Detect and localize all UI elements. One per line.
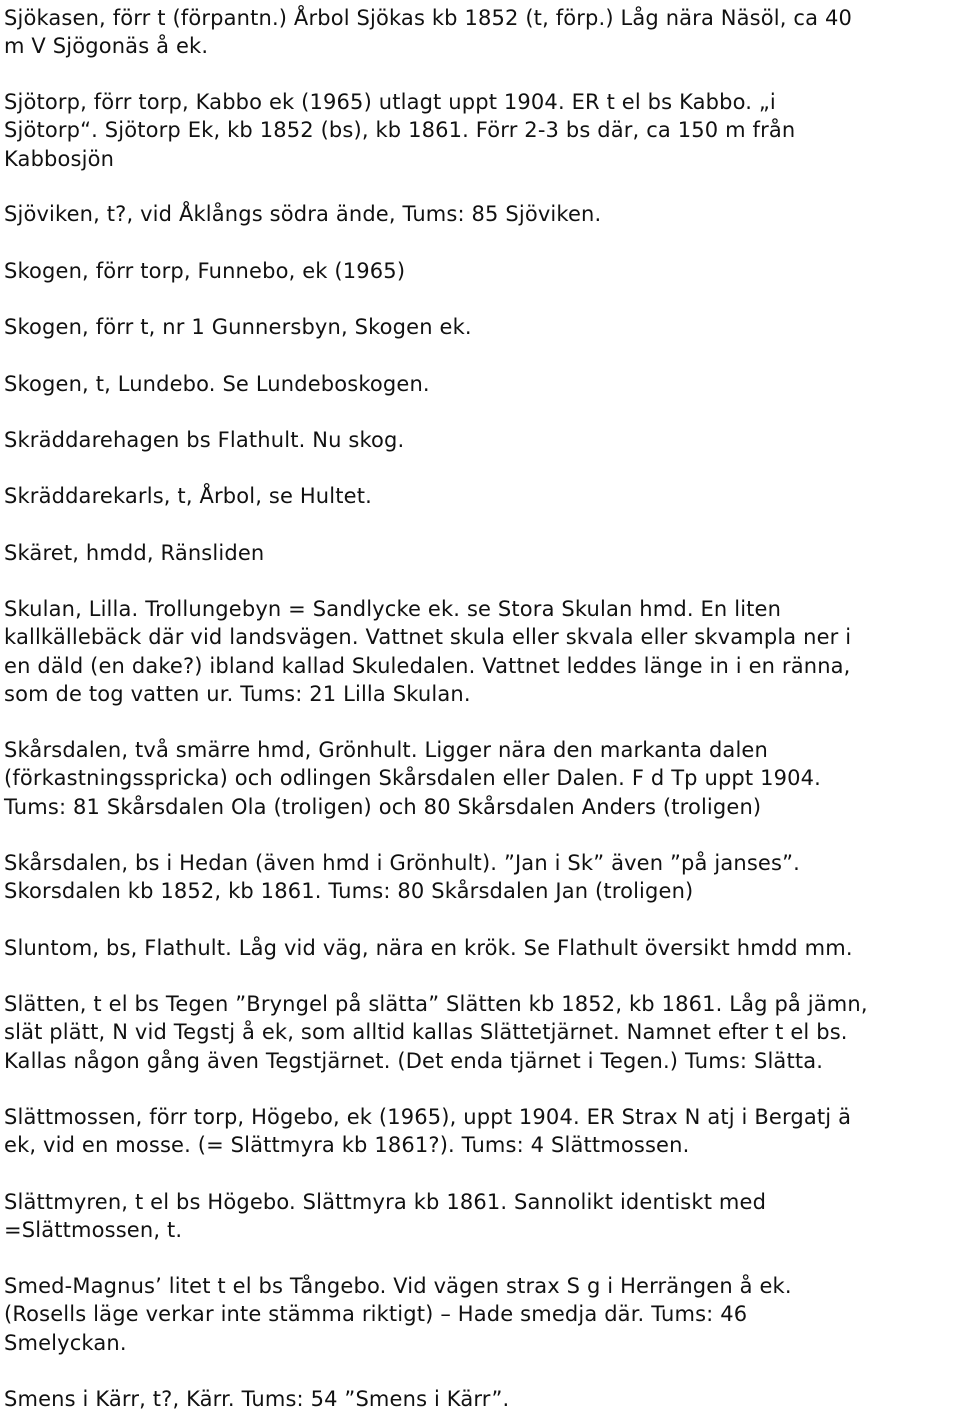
- entry-text-line: m V Sjögonäs å ek.: [4, 34, 209, 59]
- entry-text-line: Skårsdalen, två smärre hmd, Grönhult. Ligger nära den markanta dalen: [4, 738, 768, 762]
- entry-text-line: Sjötorp, förr torp, Kabbo ek (1965) utlagt uppt 1904. ER t el bs Kabbo. „i: [4, 90, 776, 114]
- entry-text-line: Skräddarekarls, t, Årbol, se Hultet.: [4, 484, 372, 508]
- entry-smed-magnus: [4, 1272, 954, 1357]
- entry-skarsdalen-gronhult: [4, 736, 954, 821]
- entry-text-line: Skräddarehagen bs Flathult. Nu skog.: [4, 428, 405, 452]
- entry-text-line: slät plätt, N vid Tegstj å ek, som alltid kallas Slättetjärnet. Namnet efter t el bs.: [4, 1020, 848, 1045]
- entry-text-line: Sjötorp“. Sjötorp Ek, kb 1852 (bs), kb 1861. Förr 2-3 bs där, ca 150 m från: [4, 118, 796, 143]
- entry-text-line: Smed-Magnus’ litet t el bs Tångebo. Vid vägen strax S g i Herrängen å ek.: [4, 1274, 792, 1298]
- entry-text-line: Skäret, hmdd, Ränsliden: [4, 541, 265, 565]
- entry-text-line: =Slättmossen, t.: [4, 1218, 183, 1243]
- entry-text-line: Sluntom, bs, Flathult. Låg vid väg, nära en krök. Se Flathult översikt hmdd mm.: [4, 936, 853, 960]
- entry-text-line: Smelyckan.: [4, 1330, 127, 1355]
- entry-skaret: [4, 539, 954, 567]
- entry-slatten: [4, 990, 954, 1075]
- entry-text-line: Tums: 81 Skårsdalen Ola (troligen) och 80 Skårsdalen Anders (troligen): [4, 794, 762, 819]
- entry-text-line: Skogen, t, Lundebo. Se Lundeboskogen.: [4, 372, 430, 396]
- entry-sjokasen: [4, 4, 954, 61]
- entry-text-line: en däld (en dake?) ibland kallad Skuledalen. Vattnet leddes länge in i en ränna,: [4, 653, 851, 678]
- entry-text-line: (Rosells läge verkar inte stämma riktigt) – Hade smedja där. Tums: 46: [4, 1302, 748, 1327]
- entry-text-line: Slättmyren, t el bs Högebo. Slättmyra kb 1861. Sannolikt identiskt med: [4, 1190, 767, 1214]
- entry-text-line: som de tog vatten ur. Tums: 21 Lilla Skulan.: [4, 682, 471, 707]
- entry-slattmossen: [4, 1103, 954, 1160]
- entry-text-line: Skårsdalen, bs i Hedan (även hmd i Grönhult). ”Jan i Sk” även ”på janses”.: [4, 851, 800, 875]
- entry-text-line: Kallas någon gång även Tegstjärnet. (Det enda tjärnet i Tegen.) Tums: Slätta.: [4, 1048, 824, 1073]
- entry-slattmyren: [4, 1188, 954, 1245]
- entry-text-line: (förkastningsspricka) och odlingen Skårsdalen eller Dalen. F d Tp uppt 1904.: [4, 766, 821, 791]
- entry-text-line: Kabbosjön: [4, 146, 115, 171]
- entry-skulan-lilla: [4, 595, 954, 709]
- entry-skogen-funnebo: [4, 257, 954, 285]
- entry-sjotorp: [4, 88, 954, 173]
- entry-skarsdalen-hedan: [4, 849, 954, 906]
- entry-text-line: Skogen, förr t, nr 1 Gunnersbyn, Skogen ek.: [4, 315, 472, 339]
- entry-sjoviken: [4, 200, 954, 228]
- entry-skogen-gunnersbyn: [4, 313, 954, 341]
- entry-skogen-lundebo: [4, 370, 954, 398]
- entry-text-line: Sjöviken, t?, vid Åklångs södra ände, Tums: 85 Sjöviken.: [4, 202, 602, 226]
- entry-skraddarehagen: [4, 426, 954, 454]
- entry-text-line: Smens i Kärr, t?, Kärr. Tums: 54 ”Smens i Kärr”.: [4, 1387, 510, 1411]
- entry-text-line: ek, vid en mosse. (= Slättmyra kb 1861?). Tums: 4 Slättmossen.: [4, 1133, 690, 1158]
- entry-text-line: Skorsdalen kb 1852, kb 1861. Tums: 80 Skårsdalen Jan (troligen): [4, 879, 694, 904]
- entry-skraddarekarls: [4, 482, 954, 510]
- entry-text-line: Slätten, t el bs Tegen ”Bryngel på slätta” Slätten kb 1852, kb 1861. Låg på jämn,: [4, 992, 868, 1016]
- entry-text-line: Sjökasen, förr t (förpantn.) Årbol Sjökas kb 1852 (t, förp.) Låg nära Näsöl, ca 40: [4, 6, 852, 30]
- entry-text-line: Skogen, förr torp, Funnebo, ek (1965): [4, 259, 406, 283]
- entry-text-line: Slättmossen, förr torp, Högebo, ek (1965), uppt 1904. ER Strax N atj i Bergatj ä: [4, 1105, 852, 1129]
- entry-text-line: Skulan, Lilla. Trollungebyn = Sandlycke ek. se Stora Skulan hmd. En liten: [4, 597, 782, 621]
- entry-sluntom: [4, 934, 954, 962]
- entry-text-line: kallkällebäck där vid landsvägen. Vattnet skula eller skvala eller skvampla ner i: [4, 625, 852, 650]
- entry-smens-i-karr: [4, 1385, 954, 1413]
